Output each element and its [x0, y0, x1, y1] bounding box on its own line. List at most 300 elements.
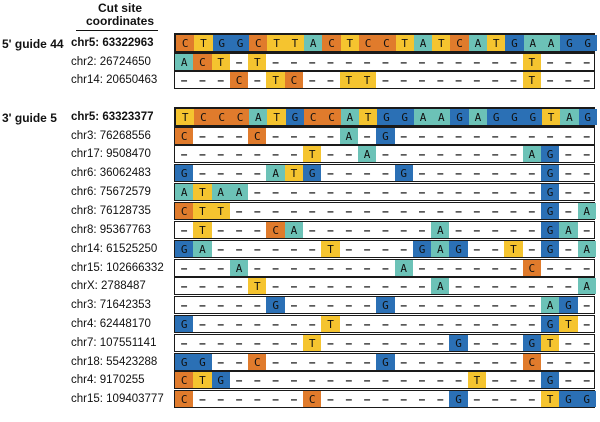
match-dash: – [491, 279, 499, 293]
match-dash: – [327, 355, 334, 369]
match-dash: – [308, 204, 316, 218]
offtarget-coordinate: chr8: 95367763 [71, 223, 151, 236]
base-t: T [321, 241, 339, 257]
match-dash: – [327, 336, 334, 350]
base-g: G [396, 109, 414, 125]
base-g: G [212, 372, 230, 388]
base-c: C [175, 203, 193, 219]
base-t: T [541, 391, 559, 407]
base-t: T [266, 72, 284, 88]
base-c: C [450, 35, 468, 51]
match-dash: – [308, 129, 316, 143]
match-dash: – [491, 147, 499, 161]
match-dash: – [180, 73, 188, 87]
match-dash: – [199, 147, 206, 161]
match-dash: – [217, 223, 225, 237]
match-dash: – [235, 336, 243, 350]
base-a: A [560, 109, 578, 125]
match-dash: – [583, 355, 591, 369]
match-dash: – [565, 355, 572, 369]
match-dash: – [528, 223, 536, 237]
match-dash: – [199, 392, 206, 406]
base-g: G [449, 335, 467, 351]
match-dash: – [308, 355, 316, 369]
base-c: C [175, 372, 193, 388]
base-a: A [193, 241, 211, 257]
match-dash: – [327, 298, 334, 312]
match-dash: – [510, 223, 517, 237]
base-g: G [376, 297, 394, 313]
match-dash: – [400, 336, 408, 350]
header-line1: Cut site [97, 1, 142, 15]
base-g: G [286, 109, 304, 125]
match-dash: – [382, 336, 389, 350]
match-dash: – [382, 261, 389, 275]
base-t: T [193, 184, 211, 200]
match-dash: – [491, 392, 499, 406]
base-g: G [578, 391, 596, 407]
base-t: T [523, 72, 541, 88]
base-c: C [193, 54, 211, 70]
match-dash: – [327, 204, 334, 218]
match-dash: – [400, 392, 408, 406]
match-dash: – [272, 242, 279, 256]
match-dash: – [217, 129, 225, 143]
offtarget-sequence-row [174, 259, 595, 277]
offtarget-coordinate: chr15: 102666332 [71, 261, 164, 274]
match-dash: – [235, 204, 243, 218]
offtarget-coordinate: chr4: 9170255 [71, 373, 145, 386]
match-dash: – [510, 55, 517, 69]
match-dash: – [345, 392, 353, 406]
base-t: T [468, 372, 486, 388]
base-g: G [175, 354, 193, 370]
match-dash: – [253, 242, 261, 256]
match-dash: – [473, 317, 481, 331]
base-g: G [541, 372, 559, 388]
match-dash: – [217, 298, 225, 312]
match-dash: – [510, 73, 517, 87]
match-dash: – [308, 55, 316, 69]
offtarget-sequence-row [174, 145, 595, 163]
match-dash: – [272, 279, 279, 293]
base-g: G [579, 109, 597, 125]
base-t: T [359, 109, 377, 125]
match-dash: – [382, 392, 389, 406]
offtarget-coordinate: chr6: 36062483 [71, 166, 151, 179]
match-dash: – [235, 166, 243, 180]
base-g: G [560, 35, 578, 51]
match-dash: – [400, 373, 408, 387]
offtarget-sequence-row [174, 315, 595, 333]
match-dash: – [272, 261, 279, 275]
offtarget-coordinate: chr3: 71642353 [71, 298, 151, 311]
match-dash: – [217, 355, 225, 369]
match-dash: – [546, 355, 554, 369]
match-dash: – [418, 392, 426, 406]
match-dash: – [272, 129, 279, 143]
match-dash: – [253, 317, 261, 331]
match-dash: – [546, 73, 554, 87]
match-dash: – [418, 279, 426, 293]
match-dash: – [308, 298, 316, 312]
match-dash: – [510, 355, 517, 369]
match-dash: – [491, 185, 499, 199]
base-g: G [541, 165, 559, 181]
base-g: G [266, 297, 284, 313]
match-dash: – [565, 55, 572, 69]
base-g: G [231, 35, 249, 51]
match-dash: – [455, 317, 462, 331]
match-dash: – [345, 355, 353, 369]
base-a: A [230, 184, 248, 200]
match-dash: – [345, 298, 353, 312]
base-t: T [303, 146, 321, 162]
match-dash: – [308, 185, 316, 199]
reference-sequence-row [174, 33, 595, 53]
match-dash: – [418, 73, 426, 87]
match-dash: – [345, 336, 353, 350]
match-dash: – [473, 185, 481, 199]
offtarget-coordinate: chr14: 20650463 [71, 73, 158, 86]
base-a: A [230, 260, 248, 276]
match-dash: – [199, 279, 206, 293]
match-dash: – [363, 242, 371, 256]
match-dash: – [565, 373, 572, 387]
match-dash: – [290, 279, 298, 293]
match-dash: – [455, 223, 462, 237]
match-dash: – [491, 317, 499, 331]
match-dash: – [400, 204, 408, 218]
base-a: A [578, 278, 596, 294]
base-t: T [176, 109, 194, 125]
match-dash: – [382, 147, 389, 161]
match-dash: – [455, 129, 462, 143]
match-dash: – [418, 317, 426, 331]
match-dash: – [272, 204, 279, 218]
base-a: A [541, 297, 559, 313]
base-t: T [358, 72, 376, 88]
offtarget-sequence-row [174, 164, 595, 182]
match-dash: – [199, 317, 206, 331]
match-dash: – [180, 223, 188, 237]
offtarget-sequence-row [174, 390, 595, 408]
match-dash: – [382, 204, 389, 218]
base-a: A [414, 109, 432, 125]
match-dash: – [400, 242, 408, 256]
base-c: C [248, 354, 266, 370]
match-dash: – [308, 317, 316, 331]
base-c: C [230, 72, 248, 88]
offtarget-sequence-row [174, 127, 595, 145]
match-dash: – [272, 317, 279, 331]
match-dash: – [583, 166, 591, 180]
base-g: G [450, 109, 468, 125]
base-t: T [432, 35, 450, 51]
match-dash: – [345, 223, 353, 237]
base-g: G [376, 128, 394, 144]
offtarget-coordinate: chr7: 107551141 [71, 336, 157, 349]
base-g: G [213, 35, 231, 51]
match-dash: – [345, 55, 353, 69]
match-dash: – [235, 317, 243, 331]
reference-sequence-row [174, 107, 595, 127]
match-dash: – [327, 55, 334, 69]
match-dash: – [455, 166, 462, 180]
header-line2: coordinates [85, 14, 154, 28]
base-a: A [175, 184, 193, 200]
match-dash: – [290, 373, 298, 387]
match-dash: – [473, 261, 481, 275]
match-dash: – [510, 317, 517, 331]
match-dash: – [235, 223, 243, 237]
match-dash: – [290, 261, 298, 275]
offtarget-sequence-row [174, 202, 595, 220]
match-dash: – [217, 279, 225, 293]
match-dash: – [253, 261, 261, 275]
match-dash: – [382, 185, 389, 199]
base-t: T [285, 165, 303, 181]
match-dash: – [473, 298, 481, 312]
match-dash: – [308, 279, 316, 293]
match-dash: – [199, 336, 206, 350]
match-dash: – [272, 392, 279, 406]
match-dash: – [528, 166, 536, 180]
match-dash: – [491, 336, 499, 350]
base-g: G [395, 165, 413, 181]
base-a: A [358, 146, 376, 162]
base-a: A [431, 222, 449, 238]
match-dash: – [235, 129, 243, 143]
base-a: A [414, 35, 432, 51]
match-dash: – [199, 298, 206, 312]
match-dash: – [473, 242, 481, 256]
match-dash: – [217, 392, 225, 406]
base-g: G [541, 222, 559, 238]
match-dash: – [327, 223, 334, 237]
base-a: A [431, 278, 449, 294]
base-g: G [541, 184, 559, 200]
base-g: G [487, 109, 505, 125]
match-dash: – [290, 336, 298, 350]
match-dash: – [363, 317, 371, 331]
match-dash: – [528, 373, 536, 387]
match-dash: – [583, 317, 591, 331]
offtarget-coordinate: chrX: 2788487 [71, 279, 146, 292]
offtarget-coordinate: chr15: 109403777 [71, 392, 164, 405]
match-dash: – [199, 166, 206, 180]
match-dash: – [565, 336, 572, 350]
base-c: C [266, 222, 284, 238]
base-t: T [340, 72, 358, 88]
match-dash: – [363, 204, 371, 218]
match-dash: – [217, 261, 225, 275]
base-g: G [541, 241, 559, 257]
match-dash: – [436, 166, 444, 180]
base-g: G [303, 165, 321, 181]
match-dash: – [290, 147, 298, 161]
match-dash: – [455, 279, 462, 293]
match-dash: – [217, 317, 225, 331]
match-dash: – [491, 298, 499, 312]
match-dash: – [272, 373, 279, 387]
match-dash: – [180, 336, 188, 350]
base-c: C [359, 35, 377, 51]
match-dash: – [565, 204, 572, 218]
match-dash: – [455, 355, 462, 369]
match-dash: – [473, 129, 481, 143]
base-t: T [303, 335, 321, 351]
base-a: A [559, 222, 577, 238]
match-dash: – [455, 373, 462, 387]
match-dash: – [290, 55, 298, 69]
match-dash: – [345, 204, 353, 218]
base-t: T [286, 35, 304, 51]
base-g: G [505, 109, 523, 125]
match-dash: – [528, 298, 536, 312]
match-dash: – [290, 317, 298, 331]
base-a: A [341, 109, 359, 125]
match-dash: – [253, 298, 261, 312]
base-g: G [377, 109, 395, 125]
base-t: T [341, 35, 359, 51]
match-dash: – [565, 261, 572, 275]
base-g: G [559, 391, 577, 407]
base-g: G [175, 316, 193, 332]
match-dash: – [345, 373, 353, 387]
base-t: T [193, 203, 211, 219]
match-dash: – [436, 373, 444, 387]
match-dash: – [253, 392, 261, 406]
base-c: C [523, 260, 541, 276]
match-dash: – [345, 317, 353, 331]
match-dash: – [363, 55, 371, 69]
match-dash: – [217, 166, 225, 180]
base-a: A [285, 222, 303, 238]
base-c: C [194, 109, 212, 125]
base-a: A [578, 241, 596, 257]
base-c: C [304, 109, 322, 125]
match-dash: – [382, 55, 389, 69]
match-dash: – [565, 147, 572, 161]
match-dash: – [363, 279, 371, 293]
match-dash: – [345, 185, 353, 199]
match-dash: – [345, 242, 353, 256]
match-dash: – [345, 279, 353, 293]
offtarget-coordinate: chr14: 61525250 [71, 242, 158, 255]
match-dash: – [528, 279, 536, 293]
match-dash: – [473, 355, 481, 369]
match-dash: – [363, 373, 371, 387]
match-dash: – [546, 261, 554, 275]
match-dash: – [308, 242, 316, 256]
match-dash: – [510, 147, 517, 161]
match-dash: – [565, 185, 572, 199]
match-dash: – [510, 129, 517, 143]
match-dash: – [217, 73, 225, 87]
match-dash: – [528, 242, 536, 256]
match-dash: – [510, 204, 517, 218]
match-dash: – [400, 298, 408, 312]
match-dash: – [418, 166, 426, 180]
base-g: G [413, 241, 431, 257]
offtarget-coordinate: chr6: 75672579 [71, 185, 151, 198]
match-dash: – [510, 261, 517, 275]
base-a: A [249, 109, 267, 125]
match-dash: – [510, 166, 517, 180]
match-dash: – [418, 185, 426, 199]
match-dash: – [583, 223, 591, 237]
match-dash: – [546, 55, 554, 69]
match-dash: – [327, 392, 334, 406]
match-dash: – [418, 204, 426, 218]
base-a: A [523, 146, 541, 162]
match-dash: – [253, 166, 261, 180]
match-dash: – [327, 129, 334, 143]
base-c: C [248, 128, 266, 144]
base-c: C [523, 354, 541, 370]
match-dash: – [418, 373, 426, 387]
match-dash: – [363, 298, 371, 312]
base-a: A [469, 109, 487, 125]
match-dash: – [363, 129, 371, 143]
match-dash: – [253, 73, 261, 87]
match-dash: – [382, 223, 389, 237]
match-dash: – [565, 279, 572, 293]
match-dash: – [583, 73, 591, 87]
match-dash: – [272, 185, 279, 199]
base-a: A [266, 165, 284, 181]
match-dash: – [217, 336, 225, 350]
base-g: G [541, 146, 559, 162]
match-dash: – [400, 185, 408, 199]
match-dash: – [327, 166, 334, 180]
match-dash: – [400, 55, 408, 69]
base-t: T [212, 54, 230, 70]
match-dash: – [510, 336, 517, 350]
base-t: T [212, 203, 230, 219]
match-dash: – [473, 223, 481, 237]
match-dash: – [327, 73, 334, 87]
base-t: T [559, 316, 577, 332]
match-dash: – [290, 185, 298, 199]
match-dash: – [473, 336, 481, 350]
match-dash: – [510, 373, 517, 387]
match-dash: – [436, 298, 444, 312]
match-dash: – [382, 242, 389, 256]
match-dash: – [199, 261, 206, 275]
match-dash: – [363, 185, 371, 199]
base-t: T [194, 35, 212, 51]
match-dash: – [491, 55, 499, 69]
match-dash: – [290, 298, 298, 312]
match-dash: – [382, 373, 389, 387]
match-dash: – [510, 298, 517, 312]
match-dash: – [253, 336, 261, 350]
match-dash: – [400, 279, 408, 293]
base-t: T [193, 222, 211, 238]
match-dash: – [583, 373, 591, 387]
base-g: G [449, 241, 467, 257]
base-c: C [322, 35, 340, 51]
match-dash: – [235, 55, 243, 69]
offtarget-coordinate: chr3: 76268556 [71, 129, 151, 142]
match-dash: – [327, 147, 334, 161]
base-a: A [542, 35, 560, 51]
match-dash: – [363, 336, 371, 350]
match-dash: – [455, 298, 462, 312]
match-dash: – [180, 261, 188, 275]
